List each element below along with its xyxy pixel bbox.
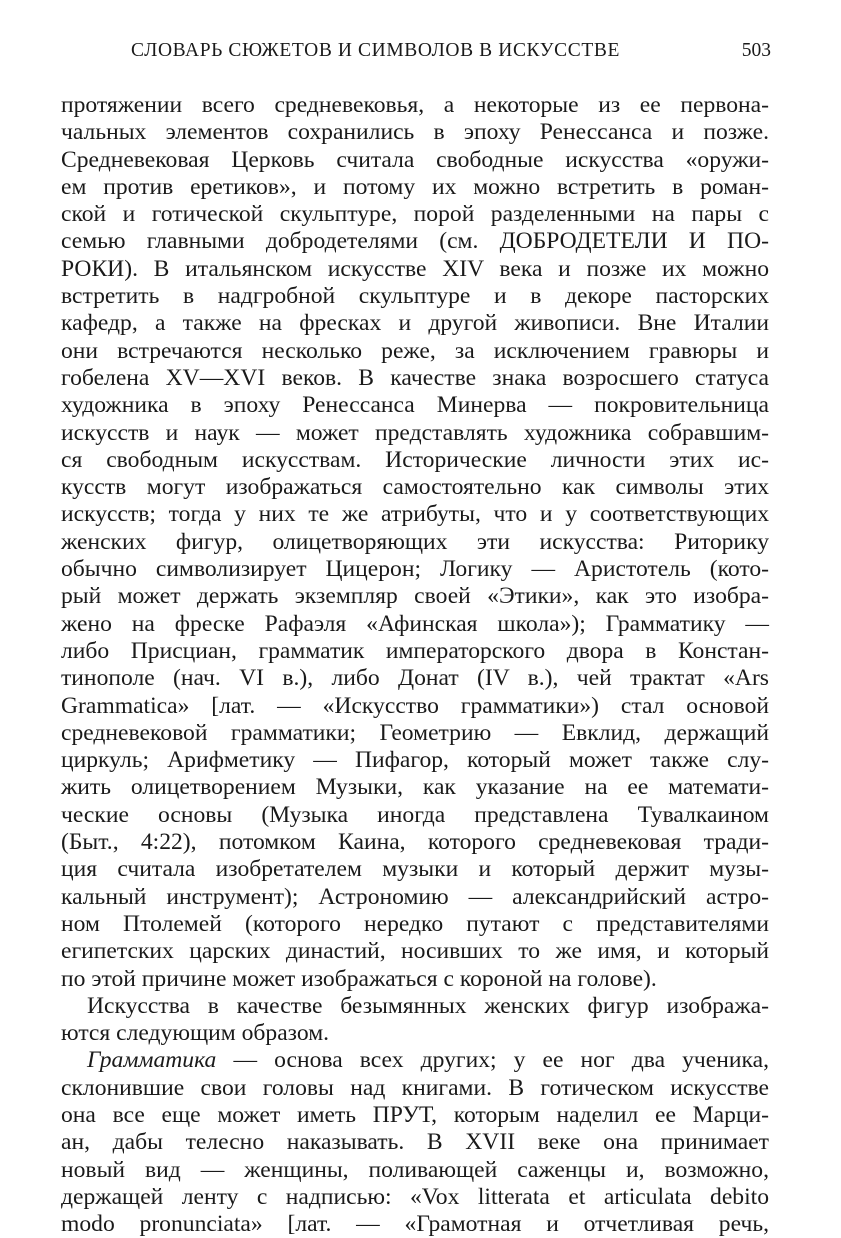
text-line: ном Птолемей (которого нередко путают с представителями	[61, 910, 769, 937]
text-line: кальный инструмент); Астрономию — александрийский астро-	[61, 883, 769, 910]
text-line: чальных элементов сохранились в эпоху Ренессанса и позже.	[61, 119, 769, 146]
text-line: ция считала изобретателем музыки и который держит музы-	[61, 856, 769, 883]
text-line: (Быт., 4:22), потомком Каина, которого средневековая тради-	[61, 829, 769, 856]
text-line: средневековой грамматики; Геометрию — Евклид, держащий	[61, 719, 769, 746]
text-line: modo pronunciata» [лат. — «Грамотная и отчетливая речь,	[61, 1211, 769, 1238]
text-line: искусств и наук — может представлять художника собравшим-	[61, 419, 769, 446]
text-line: ческие основы (Музыка иногда представлена Тувалкаином	[61, 801, 769, 828]
text-line: Искусства в качестве безымянных женских фигур изобража-	[87, 992, 769, 1019]
text-line: протяжении всего средневековья, а некоторые из ее первона-	[61, 92, 769, 118]
text-line: ем против еретиков», и потому их можно встретить в роман-	[61, 173, 769, 200]
text-line: РОКИ). В итальянском искусстве XIV века и позже их можно	[61, 255, 769, 282]
text-line: встретить в надгробной скульптуре и в декоре пасторских	[61, 283, 769, 310]
page-number: 503	[741, 40, 771, 61]
text-line: кафедр, а также на фресках и другой живописи. Вне Италии	[61, 310, 769, 337]
running-header-title: СЛОВАРЬ СЮЖЕТОВ И СИМВОЛОВ В ИСКУССТВЕ	[131, 40, 621, 61]
body-text	[61, 92, 769, 1238]
running-header	[131, 40, 771, 70]
text-line: гобелена XV—XVI веков. В качестве знака возросшего статуса	[61, 364, 769, 391]
text-line: держащей ленту с надписью: «Vox litterata et articulata debito	[61, 1183, 769, 1210]
text-line: либо Присциан, грамматик императорского двора в Констан-	[61, 637, 769, 664]
text-line	[61, 1047, 769, 1074]
text-line: семью главными добродетелями (см. ДОБРОДЕТЕЛИ И ПО-	[61, 228, 769, 255]
text-line: ской и готической скульптуре, порой разделенными на пары с	[61, 201, 769, 228]
text-line: обычно символизирует Цицерон; Логику — Аристотель (кото-	[61, 556, 769, 583]
text-line: кусств могут изображаться самостоятельно как символы этих	[61, 474, 769, 501]
text-line: она все еще может иметь ПРУТ, которым наделил ее Марци-	[61, 1101, 769, 1128]
text-line: тинополе (нач. VI в.), либо Донат (IV в.), чей трактат «Ars	[61, 665, 769, 692]
text-line: жено на фреске Рафаэля «Афинская школа»); Грамматику —	[61, 610, 769, 637]
term-grammar: Грамматика	[87, 1047, 217, 1074]
text-line-rest: — основа всех других; у ее ног два ученика,	[216, 1047, 769, 1074]
text-line: по этой причине может изображаться с короной на голове).	[61, 965, 657, 992]
text-line: жить олицетворением Музыки, как указание на ее математи-	[61, 774, 769, 801]
text-line: искусств; тогда у них те же атрибуты, что и у соответствующих	[61, 501, 769, 528]
text-line: они встречаются несколько реже, за исключением гравюры и	[61, 337, 769, 364]
text-line: женских фигур, олицетворяющих эти искусства: Риторику	[61, 528, 769, 555]
text-line: Средневековая Церковь считала свободные искусства «оружи-	[61, 146, 769, 173]
text-line: циркуль; Арифметику — Пифагор, который может также слу-	[61, 747, 769, 774]
text-line: ются следующим образом.	[61, 1020, 330, 1047]
text-line: ан, дабы телесно наказывать. В XVII веке она принимает	[61, 1129, 769, 1156]
text-line: рый может держать экземпляр своей «Этики», как это изобра-	[61, 583, 769, 610]
text-line: новый вид — женщины, поливающей саженцы и, возможно,	[61, 1156, 769, 1183]
text-line: Grammatica» [лат. — «Искусство грамматики») стал основой	[61, 692, 769, 719]
text-line: ся свободным искусствам. Исторические личности этих ис-	[61, 446, 769, 473]
text-line: египетских царских династий, носивших то же имя, и который	[61, 938, 769, 965]
text-line: художника в эпоху Ренессанса Минерва — покровительница	[61, 392, 769, 419]
text-line: склонившие свои головы над книгами. В готическом искусстве	[61, 1074, 769, 1101]
